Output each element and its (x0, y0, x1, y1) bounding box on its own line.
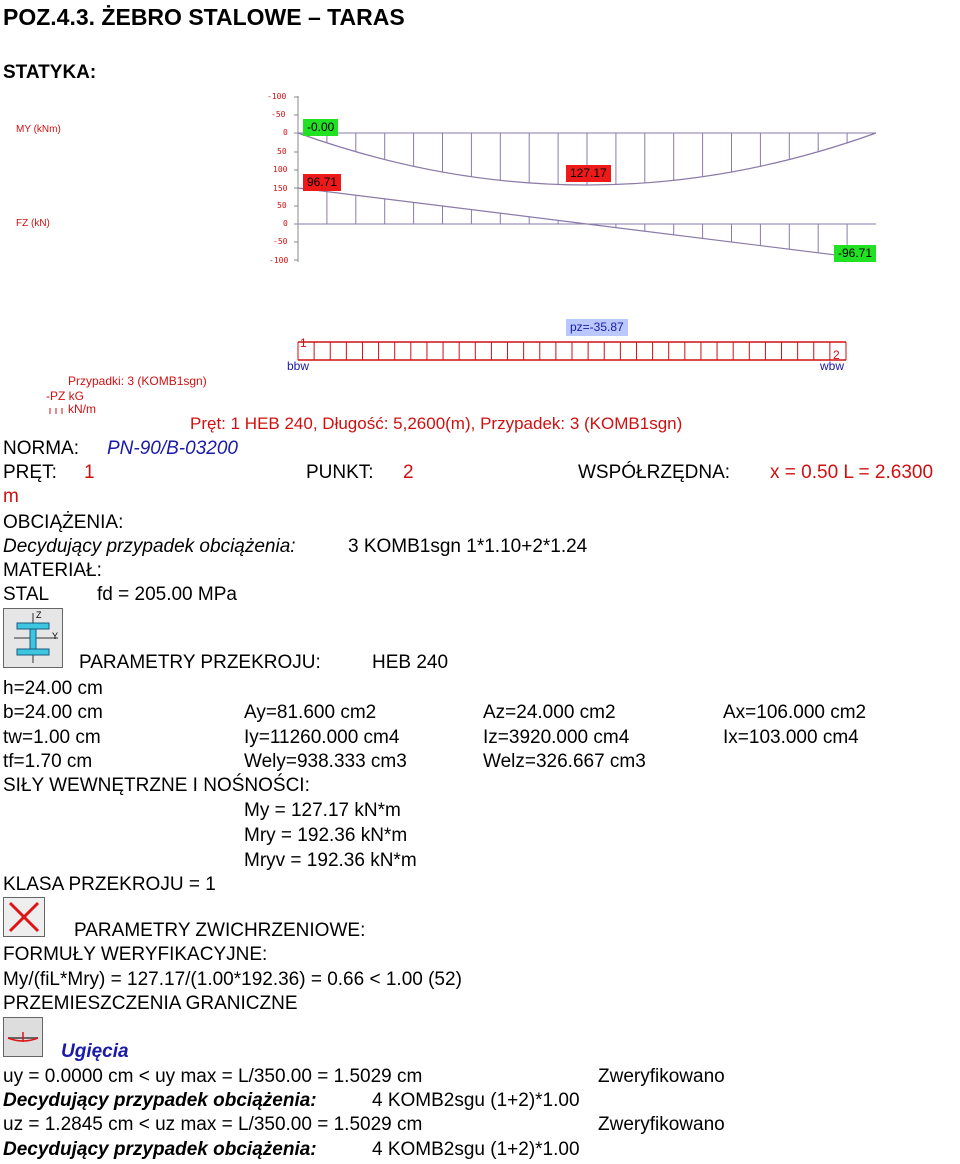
uy-case-label: Decydujący przypadek obciążenia: (3, 1090, 317, 1111)
statyka-heading: STATYKA: (3, 62, 97, 83)
close-icon (3, 897, 45, 937)
tick-label: -50 (271, 110, 286, 119)
param-ay: Ay=81.600 cm2 (244, 702, 377, 723)
param-tw: tw=1.00 cm (3, 727, 101, 748)
material-name: STAL (3, 584, 50, 605)
param-iy: Iy=11260.000 cm4 (244, 727, 400, 748)
y-axis-label: Y (52, 631, 59, 641)
przekroj-name: HEB 240 (372, 652, 449, 673)
tick-label: 0 (283, 219, 288, 228)
param-ax: Ax=106.000 cm2 (723, 702, 867, 723)
my-mid-value: 127.17 (566, 165, 611, 182)
load-value: pz=-35.87 (566, 319, 628, 336)
tick-label: 150 (273, 184, 288, 193)
param-welz: Welz=326.667 cm3 (483, 751, 646, 772)
material-fd: fd = 205.00 MPa (97, 584, 237, 605)
tick-label: 50 (277, 201, 287, 210)
sily-mry: Mry = 192.36 kN*m (244, 825, 408, 846)
param-h: h=24.00 cm (3, 678, 103, 699)
przekroj-heading: PARAMETRY PRZEKROJU: (79, 652, 321, 673)
uz-case-label: Decydujący przypadek obciążenia: (3, 1139, 317, 1160)
wspolrzedna-unit: m (3, 486, 19, 507)
wspolrzedna-value: x = 0.50 L = 2.6300 (770, 462, 934, 483)
fz-end-value: -96.71 (834, 245, 876, 262)
node-end: 2 (833, 348, 840, 362)
sily-mryv: Mryv = 192.36 kN*m (244, 850, 417, 871)
param-b: b=24.00 cm (3, 702, 103, 723)
formuly-heading: FORMUŁY WERYFIKACYJNE: (3, 944, 268, 965)
fz-start-value: 96.71 (303, 174, 341, 191)
node-start: 1 (300, 336, 307, 350)
fz-axis-label: FZ (kN) (16, 218, 50, 229)
pret-label: PRĘT: (3, 462, 57, 483)
my-start-value: -0.00 (303, 119, 338, 136)
norma-value: PN-90/B-03200 (107, 438, 238, 459)
uy-case-value: 4 KOMB2sgu (1+2)*1.00 (372, 1090, 580, 1111)
obciazenia-label: Decydujący przypadek obciążenia: (3, 536, 296, 557)
load-arrows (298, 342, 846, 360)
param-tf: tf=1.70 cm (3, 751, 93, 772)
uy-check: uy = 0.0000 cm < uy max = L/350.00 = 1.5029 cm (3, 1066, 423, 1087)
uz-status: Zweryfikowano (598, 1114, 725, 1135)
tick-label: 100 (273, 165, 288, 174)
uz-check: uz = 1.2845 cm < uz max = L/350.00 = 1.5029 cm (3, 1114, 423, 1135)
sily-heading: SIŁY WEWNĘTRZNE I NOŚNOŚCI: (3, 775, 310, 796)
support-end: wbw (820, 359, 845, 373)
obciazenia-value: 3 KOMB1sgn 1*1.10+2*1.24 (348, 536, 588, 557)
param-wely: Wely=938.333 cm3 (244, 751, 407, 772)
support-start: bbw (287, 359, 310, 373)
obciazenia-heading: OBCIĄŻENIA: (3, 512, 124, 533)
pret-value: 1 (84, 462, 95, 483)
punkt-value: 2 (403, 462, 414, 483)
punkt-label: PUNKT: (306, 462, 374, 483)
klasa-przekroju: KLASA PRZEKROJU = 1 (3, 874, 216, 895)
tick-label: -100 (267, 92, 287, 101)
tick-label: -100 (269, 256, 289, 265)
legend-load: -PZ kG (46, 389, 84, 403)
z-axis-label: Z (36, 610, 42, 620)
norma-label: NORMA: (3, 438, 79, 459)
legend-unit: kN/m (68, 402, 96, 416)
material-heading: MATERIAŁ: (3, 560, 102, 581)
param-az: Az=24.000 cm2 (483, 702, 616, 723)
ugiecia-heading: Ugięcia (61, 1041, 129, 1062)
uz-case-value: 4 KOMB2sgu (1+2)*1.00 (372, 1139, 580, 1160)
uy-status: Zweryfikowano (598, 1066, 725, 1087)
formuly-line: My/(fiL*Mry) = 127.17/(1.00*192.36) = 0.66 < 1.00 (52) (3, 969, 462, 990)
wspolrzedna-label: WSPÓŁRZĘDNA: (578, 462, 731, 483)
przemieszczenia-heading: PRZEMIESZCZENIA GRANICZNE (3, 993, 298, 1014)
i-section-icon (3, 608, 63, 668)
page-title: POZ.4.3. ŻEBRO STALOWE – TARAS (3, 4, 405, 30)
my-axis-label: MY (kNm) (16, 124, 61, 135)
diagram-caption: Pręt: 1 HEB 240, Długość: 5,2600(m), Przypadek: 3 (KOMB1sgn) (190, 414, 683, 433)
param-iz: Iz=3920.000 cm4 (483, 727, 630, 748)
param-ix: Ix=103.000 cm4 (723, 727, 859, 748)
tick-label: 50 (277, 147, 287, 156)
tick-label: 0 (283, 128, 288, 137)
legend-cases: Przypadki: 3 (KOMB1sgn) (68, 374, 207, 388)
legend-arrows (50, 408, 62, 414)
zwichrzenie-heading: PARAMETRY ZWICHRZENIOWE: (74, 920, 366, 941)
tick-label: -50 (273, 237, 288, 246)
sily-my: My = 127.17 kN*m (244, 800, 401, 821)
deflection-icon (3, 1017, 43, 1057)
